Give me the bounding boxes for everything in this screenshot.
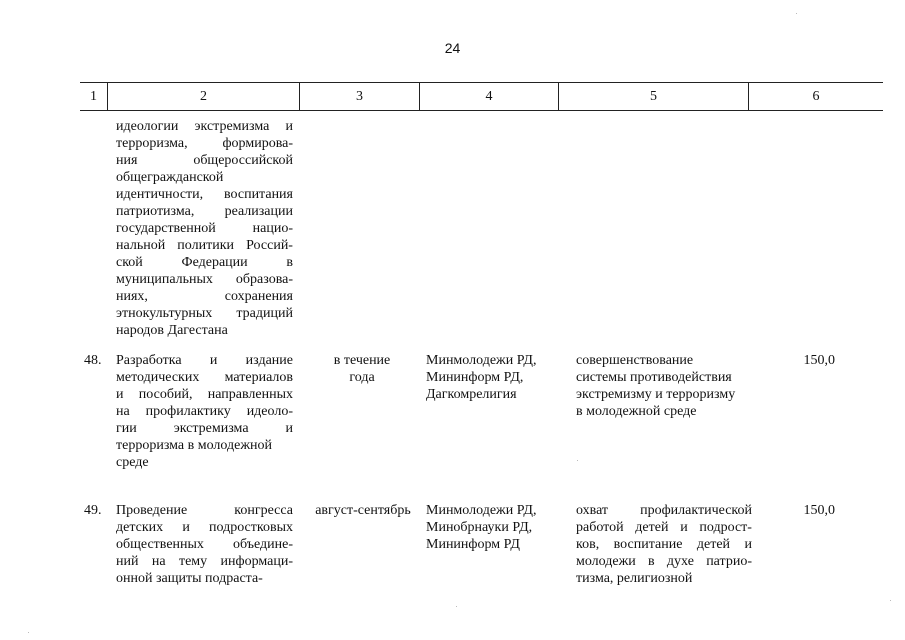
- word: материалов: [224, 370, 293, 385]
- text-line: года: [349, 370, 375, 385]
- text-line: в течение: [333, 353, 391, 368]
- row-number: 49.: [84, 503, 102, 518]
- word: и: [285, 119, 293, 134]
- scan-speck: [456, 606, 457, 607]
- column-header-3: 3: [299, 83, 419, 110]
- word: и: [116, 387, 124, 402]
- word: традиций: [236, 306, 293, 321]
- term-cell: [316, 352, 408, 386]
- word: общероссийской: [193, 153, 293, 168]
- word: и: [680, 520, 688, 535]
- scan-speck: [890, 600, 891, 601]
- word: политики: [177, 238, 234, 253]
- term-cell: [311, 502, 415, 519]
- text-line: август-сентябрь: [315, 503, 411, 518]
- text-line: [576, 536, 752, 553]
- word: терроризма,: [116, 136, 188, 151]
- word: этнокультурных: [116, 306, 213, 321]
- text-line: Минмолодежи РД,: [426, 353, 537, 368]
- text-line: Дагкомрелигия: [426, 387, 517, 402]
- amount-cell: 150,0: [803, 353, 835, 368]
- column-header-row: [80, 82, 883, 111]
- column-header-6: 6: [748, 83, 883, 110]
- measure-title: [116, 502, 293, 587]
- text-line: народов Дагестана: [116, 323, 228, 338]
- word: подрост-: [699, 520, 752, 535]
- text-line: в молодежной среде: [576, 404, 697, 419]
- text-line: [116, 420, 293, 437]
- text-line: Мининформ РД: [426, 537, 520, 552]
- word: методических: [116, 370, 200, 385]
- word: нацио-: [252, 221, 293, 236]
- continuation-text: [116, 118, 293, 339]
- text-line: [116, 271, 293, 288]
- word: гии: [116, 421, 137, 436]
- word: нальной: [116, 238, 166, 253]
- word: издание: [245, 353, 293, 368]
- column-header-1: 1: [90, 89, 97, 104]
- text-line: Мининформ РД,: [426, 370, 524, 385]
- word: охват: [576, 503, 609, 518]
- text-line: [116, 403, 293, 420]
- executors-cell: [426, 352, 566, 403]
- word: формирова-: [222, 136, 293, 151]
- text-line: [116, 369, 293, 386]
- word: сохранения: [224, 289, 293, 304]
- text-line: терроризма в молодежной: [116, 438, 272, 453]
- word: духе: [666, 554, 694, 569]
- text-line: [116, 152, 293, 169]
- word: информаци-: [220, 554, 293, 569]
- word: идеоло-: [246, 404, 293, 419]
- amount-cell: 150,0: [803, 503, 835, 518]
- executors-cell: [426, 502, 566, 553]
- word: идентичности,: [116, 187, 204, 202]
- word: экстремизма: [173, 421, 249, 436]
- word: объедине-: [232, 537, 293, 552]
- text-line: [116, 386, 293, 403]
- word: воспитание: [613, 537, 683, 552]
- word: профилактику: [145, 404, 231, 419]
- text-line: [116, 135, 293, 152]
- word: в: [648, 554, 655, 569]
- text-line: [116, 186, 293, 203]
- text-line: [576, 502, 752, 519]
- text-line: [116, 118, 293, 135]
- column-header-5: 5: [558, 83, 748, 110]
- word: детей: [635, 520, 669, 535]
- measure-title: [116, 352, 293, 471]
- word: работой: [576, 520, 624, 535]
- text-line: [116, 288, 293, 305]
- word: Разработка: [116, 353, 182, 368]
- word: ской: [116, 255, 143, 270]
- text-line: совершенствование: [576, 353, 694, 368]
- text-line: [116, 254, 293, 271]
- text-line: [116, 352, 293, 369]
- page-number: 24: [444, 40, 461, 56]
- text-line: [576, 519, 752, 536]
- result-cell: [576, 502, 752, 587]
- word: и: [744, 537, 752, 552]
- word: образова-: [235, 272, 293, 287]
- text-line: [116, 305, 293, 322]
- word: пособий,: [138, 387, 193, 402]
- row-number: 48.: [84, 353, 102, 368]
- text-line: общегражданской: [116, 170, 224, 185]
- column-header-2: 2: [107, 83, 299, 110]
- result-cell: [576, 352, 752, 420]
- word: идеологии: [116, 119, 179, 134]
- scan-speck: [577, 460, 578, 461]
- text-line: [116, 220, 293, 237]
- word: воспитания: [224, 187, 293, 202]
- text-line: онной защиты подраста-: [116, 571, 263, 586]
- text-line: [116, 519, 293, 536]
- scan-speck: [28, 632, 29, 633]
- word: детей: [696, 537, 731, 552]
- text-line: среде: [116, 455, 149, 470]
- word: ков,: [576, 537, 600, 552]
- word: Федерации: [181, 255, 248, 270]
- word: и: [285, 421, 293, 436]
- word: подростковых: [208, 520, 293, 535]
- text-line: [116, 237, 293, 254]
- word: Проведение: [116, 503, 188, 518]
- word: в: [286, 255, 293, 270]
- word: реализации: [224, 204, 293, 219]
- text-line: [116, 536, 293, 553]
- word: ниях,: [116, 289, 148, 304]
- text-line: [116, 502, 293, 519]
- word: детских: [116, 520, 164, 535]
- text-line: тизма, религиозной: [576, 571, 693, 586]
- word: и: [209, 353, 218, 368]
- text-line: Минобрнауки РД,: [426, 520, 533, 535]
- word: на: [116, 404, 130, 419]
- column-header-4: 4: [419, 83, 558, 110]
- word: государственной: [116, 221, 216, 236]
- text-line: системы противодействия: [576, 370, 732, 385]
- scan-speck: [796, 13, 797, 14]
- word: молодежи: [576, 554, 636, 569]
- word: муниципальных: [116, 272, 213, 287]
- word: тему: [178, 554, 208, 569]
- text-line: [116, 203, 293, 220]
- text-line: [576, 553, 752, 570]
- text-line: [116, 553, 293, 570]
- word: конгресса: [234, 503, 293, 518]
- word: на: [151, 554, 166, 569]
- word: общественных: [116, 537, 204, 552]
- word: экстремизма: [194, 119, 270, 134]
- word: ния: [116, 153, 138, 168]
- text-line: экстремизму и терроризму: [576, 387, 736, 402]
- word: патриотизма,: [116, 204, 195, 219]
- text-line: Минмолодежи РД,: [426, 503, 537, 518]
- word: и: [182, 520, 190, 535]
- word: патрио-: [706, 554, 752, 569]
- word: направленных: [207, 387, 293, 402]
- word: ний: [116, 554, 139, 569]
- word: профилактической: [640, 503, 752, 518]
- word: Россий-: [246, 238, 293, 253]
